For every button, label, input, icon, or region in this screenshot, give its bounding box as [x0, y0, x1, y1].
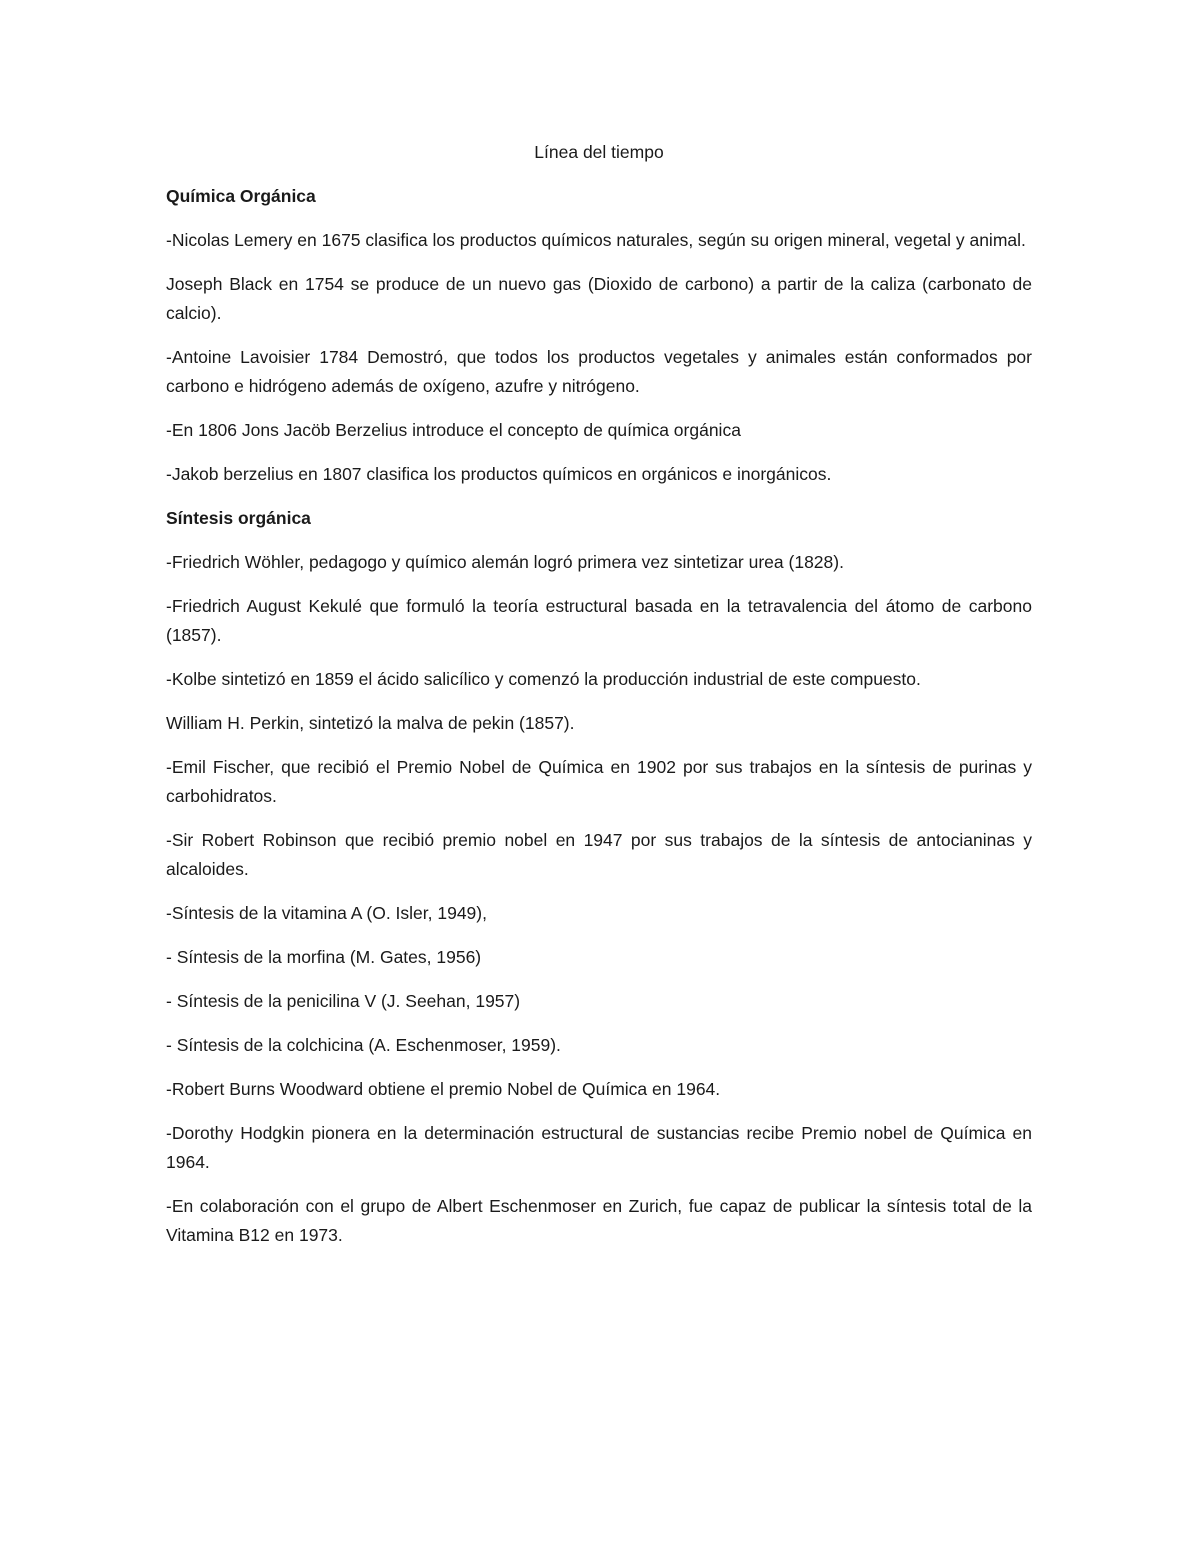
paragraph-berzelius-1807: -Jakob berzelius en 1807 clasifica los productos químicos en orgánicos e inorgánicos.	[166, 464, 832, 484]
paragraph-black: Joseph Black en 1754 se produce de un nuevo gas (Dioxido de carbono) a partir de la caliza (carbonato de calcio).	[166, 274, 1032, 323]
document-page	[166, 138, 1032, 1265]
paragraph-woodward: -Robert Burns Woodward obtiene el premio Nobel de Química en 1964.	[166, 1079, 721, 1099]
paragraph-fischer: -Emil Fischer, que recibió el Premio Nobel de Química en 1902 por sus trabajos en la síntesis de purinas y carbohidratos.	[166, 757, 1032, 806]
paragraph-wohler: -Friedrich Wöhler, pedagogo y químico alemán logró primera vez sintetizar urea (1828).	[166, 552, 844, 572]
paragraph-vitamina-b12: -En colaboración con el grupo de Albert Eschenmoser en Zurich, fue capaz de publicar la síntesis total de la Vitamina B12 en 1973.	[166, 1196, 1032, 1245]
paragraph-hodgkin: -Dorothy Hodgkin pionera en la determinación estructural de sustancias recibe Premio nobel de Química en 1964.	[166, 1123, 1032, 1172]
paragraph-perkin: William H. Perkin, sintetizó la malva de pekin (1857).	[166, 713, 575, 733]
paragraph-colchicina: - Síntesis de la colchicina (A. Eschenmoser, 1959).	[166, 1035, 561, 1055]
paragraph-berzelius-1806: -En 1806 Jons Jacöb Berzelius introduce el concepto de química orgánica	[166, 420, 741, 440]
section-heading-quimica-organica: Química Orgánica	[166, 186, 316, 206]
paragraph-penicilina: - Síntesis de la penicilina V (J. Seehan, 1957)	[166, 991, 521, 1011]
paragraph-lavoisier: -Antoine Lavoisier 1784 Demostró, que todos los productos vegetales y animales están conformados por carbono e hidrógeno además de oxígeno, azufre y nitrógeno.	[166, 347, 1032, 396]
paragraph-morfina: - Síntesis de la morfina (M. Gates, 1956)	[166, 947, 482, 967]
document-title: Línea del tiempo	[534, 142, 664, 162]
paragraph-kekule: -Friedrich August Kekulé que formuló la teoría estructural basada en la tetravalencia del átomo de carbono (1857).	[166, 596, 1032, 645]
paragraph-kolbe: -Kolbe sintetizó en 1859 el ácido salicílico y comenzó la producción industrial de este compuesto.	[166, 669, 921, 689]
section-heading-sintesis-organica: Síntesis orgánica	[166, 508, 311, 528]
paragraph-vitamina-a: -Síntesis de la vitamina A (O. Isler, 1949),	[166, 903, 487, 923]
paragraph-lemery: -Nicolas Lemery en 1675 clasifica los productos químicos naturales, según su origen mineral, vegetal y animal.	[166, 230, 1026, 250]
paragraph-robinson: -Sir Robert Robinson que recibió premio nobel en 1947 por sus trabajos de la síntesis de antocianinas y alcaloides.	[166, 830, 1032, 879]
